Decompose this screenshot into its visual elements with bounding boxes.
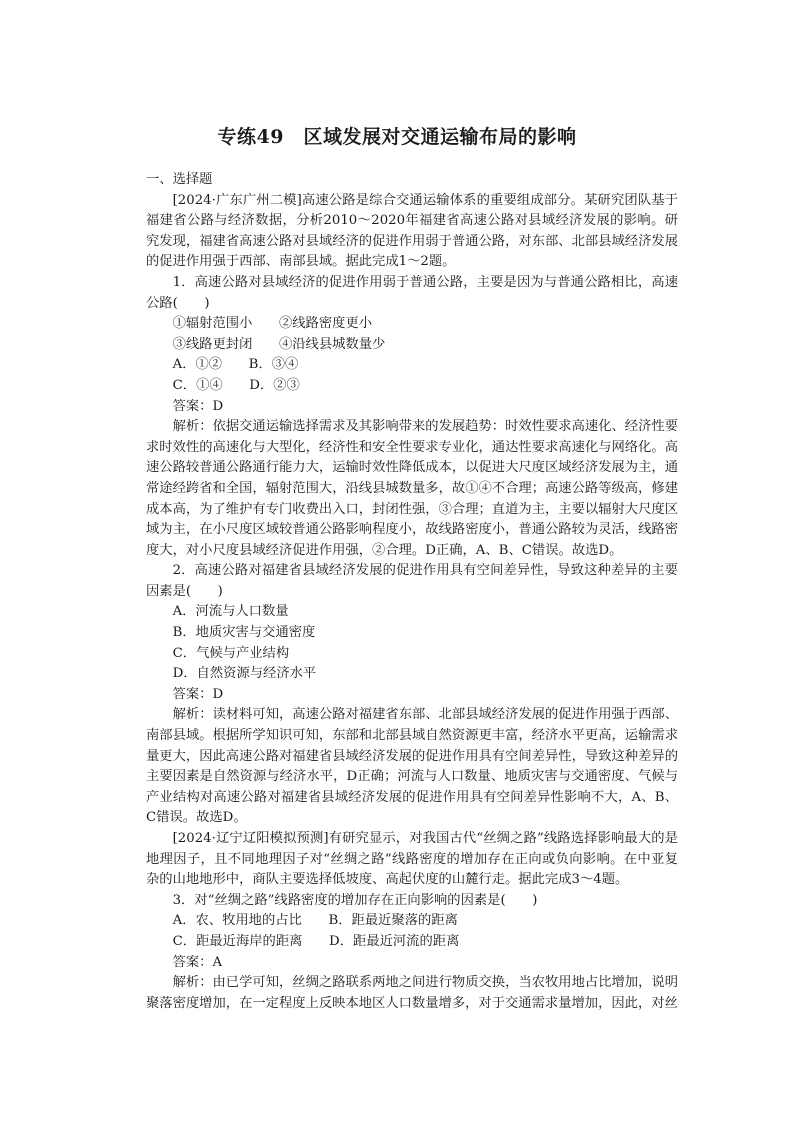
- group-intro: [2024·辽宁辽阳模拟预测]有研究显示，对我国古代“丝绸之路”线路选择影响最大的是地理因子，且不同地理因子对“丝绸之路”线路密度的增加存在正向或负向影响。在中亚复杂的山地地形中，商队主要选择低坡度、高起伏度的山麓行走。据此完成3～4题。: [146, 831, 678, 888]
- question-item: ①辐射范围小 ②线路密度更小: [172, 316, 373, 332]
- answer: 答案：D: [172, 686, 224, 702]
- question-option: A．①② B．③④: [172, 357, 299, 373]
- question-option: D．自然资源与经济水平: [172, 666, 317, 682]
- answer: 答案：D: [172, 398, 224, 414]
- section-heading: 一、选择题: [146, 172, 213, 187]
- question-option: B．地质灾害与交通密度: [172, 625, 316, 641]
- document-body: [146, 170, 678, 1014]
- page-title: 专练49 区域发展对交通运输布局的影响: [217, 126, 577, 148]
- question-option: C．距最近海岸的距离 D．距最近河流的距离: [172, 933, 460, 949]
- group-intro: [2024·广东广州二模]高速公路是综合交通运输体系的重要组成部分。某研究团队基于福建省公路与经济数据，分析2010～2020年福建省高速公路对县域经济发展的影响。研究发现，福建省高速公路对县域经济的促进作用弱于普通公路，对东部、北部县域经济发展的促进作用强于西部、南部县域。据此完成1～2题。: [146, 192, 678, 270]
- question-item: ③线路更封闭 ④沿线县城数量少: [172, 336, 386, 352]
- question-stem: 2．高速公路对福建省县域经济发展的促进作用具有空间差异性，导致这种差异的主要因素是( ): [146, 563, 678, 599]
- analysis: 解析：由已学可知，丝绸之路联系两地之间进行物质交换，当农牧用地占比增加，说明聚落密度增加，在一定程度上反映本地区人口数量增多，对于交通需求量增加，因此，对丝: [146, 975, 678, 1011]
- question-option: A．农、牧用地的占比 B．距最近聚落的距离: [172, 913, 458, 929]
- question-option: A．河流与人口数量: [172, 604, 289, 620]
- question-stem: 3．对“丝绸之路”线路密度的增加存在正向影响的因素是( ): [172, 892, 538, 908]
- question-stem: 1．高速公路对县域经济的促进作用弱于普通公路，主要是因为与普通公路相比，高速公路( ): [146, 274, 678, 311]
- analysis: 解析：读材料可知，高速公路对福建省东部、北部县域经济发展的促进作用强于西部、南部县域。根据所学知识可知，东部和北部县域自然资源更丰富，经济水平更高，运输需求量更大，因此高速公路对福建省县域经济发展的促进作用具有空间差异性，导致这种差异的主要因素是自然资源与经济水平，D正确；河流与人口数量、地质灾害与交通密度、气候与产业结构对高速公路对福建省县域经济发展的促进作用具有空间差异性影响不大，A、B、C错误。故选D。: [146, 707, 678, 826]
- answer: 答案：A: [172, 954, 223, 970]
- question-option: C．气候与产业结构: [172, 645, 290, 661]
- analysis: 解析：依据交通运输选择需求及其影响带来的发展趋势：时效性要求高速化、经济性要求时效性的高速化与大型化，经济性和安全性要求专业化，通达性要求高速化与网络化。高速公路较普通公路通行能力大，运输时效性降低成本，以促进大尺度区域经济发展为主，通常途经跨省和全国，辐射范围大，沿线县城数量多，故①④不合理；高速公路等级高，修建成本高，为了维护有专门收费出入口，封闭性强，③合理；直道为主，主要以辐射大尺度区域为主，在小尺度区域较普通公路影响程度小，故线路密度小，普通公路较为灵活，线路密度大，对小尺度县域经济促进作用强，②合理。D正确，A、B、C错误。故选D。: [146, 419, 678, 558]
- question-option: C．①④ D．②③: [172, 377, 300, 393]
